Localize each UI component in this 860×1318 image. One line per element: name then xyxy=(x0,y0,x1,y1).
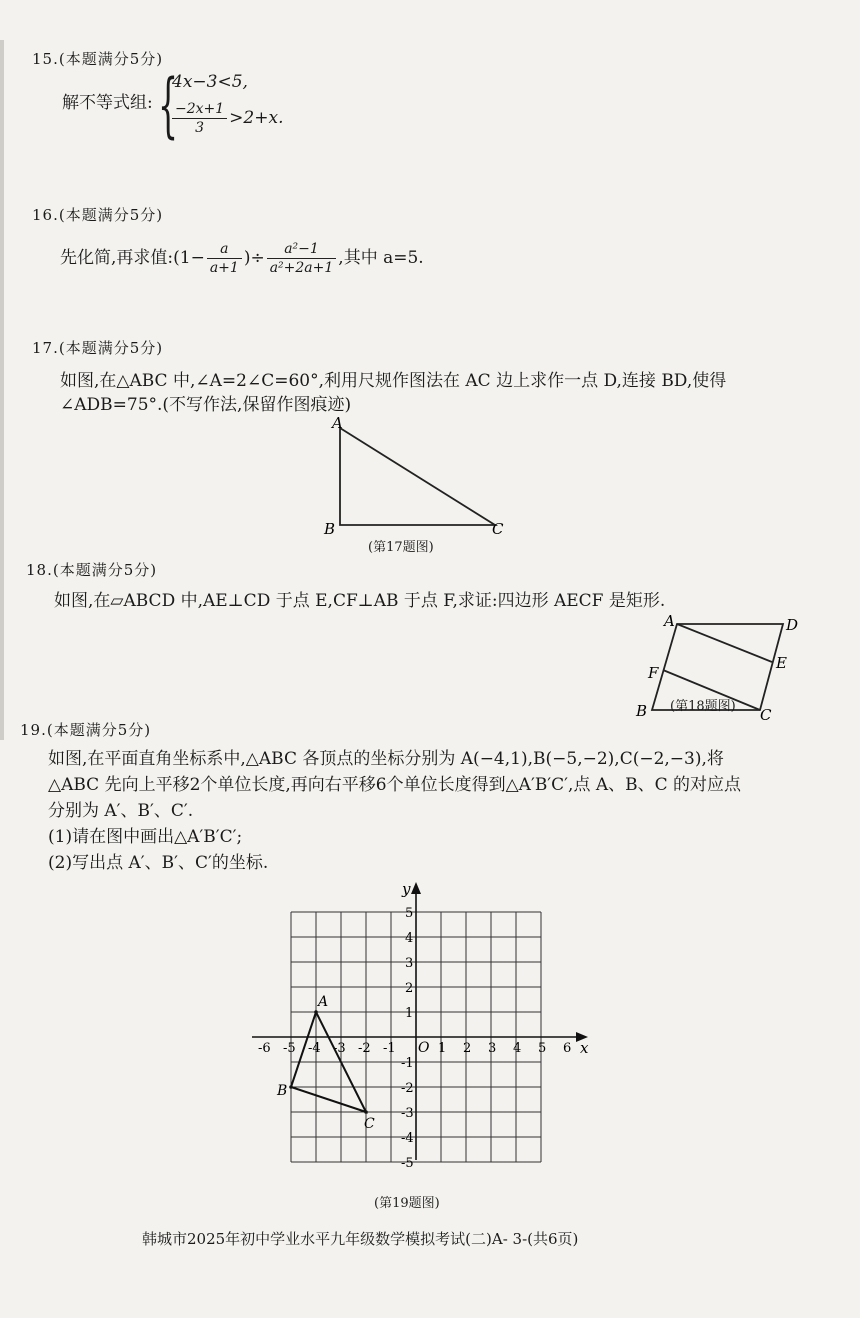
vertex-label: A xyxy=(318,994,329,1010)
q16-fraction-1-den: a+1 xyxy=(209,260,239,276)
q17-heading: 17.(本题满分5分) xyxy=(32,339,164,357)
page-edge-shadow xyxy=(0,40,4,740)
q17-line-2: ∠ADB=75°.(不写作法,保留作图痕迹) xyxy=(60,395,352,415)
q15-lead: 解不等式组: xyxy=(62,93,153,113)
q17-caption: (第17题图) xyxy=(368,540,434,555)
q15-inequality-1: 4x−3<5, xyxy=(172,72,248,92)
q18-segment-AE xyxy=(677,624,772,662)
q16-expression xyxy=(60,240,424,277)
q15-fraction xyxy=(172,100,227,137)
q16-fraction-1 xyxy=(207,240,242,277)
page-footer: 韩城市2025年初中学业水平九年级数学模拟考试(二)A- 3-(共6页) xyxy=(142,1230,579,1248)
x-axis-label: x xyxy=(580,1039,589,1057)
q16-mid: )÷ xyxy=(243,248,265,268)
vertex-point xyxy=(289,1085,293,1089)
y-axis-label: y xyxy=(402,880,411,898)
y-tick-label: 4 xyxy=(405,931,414,946)
q18-heading: 18.(本题满分5分) xyxy=(26,561,158,579)
q17-triangle xyxy=(340,428,495,525)
q18-label-E: E xyxy=(776,654,787,672)
q19-line-1: 如图,在平面直角坐标系中,△ABC 各顶点的坐标分别为 A(−4,1),B(−5,−2),C(−2,−3),将 xyxy=(48,749,724,769)
q16-fraction-2 xyxy=(267,240,337,277)
q18-line-1: 如图,在▱ABCD 中,AE⊥CD 于点 E,CF⊥AB 于点 F,求证:四边形 AECF 是矩形. xyxy=(54,591,666,611)
y-axis-arrow xyxy=(411,882,421,894)
x-tick-label: -6 xyxy=(258,1041,271,1056)
q15-inequality-2 xyxy=(170,100,283,137)
y-tick-label: -1 xyxy=(401,1056,414,1071)
vertex-label: C xyxy=(364,1116,375,1132)
q16-fraction-2-num: a²−1 xyxy=(267,240,337,259)
q17-figure xyxy=(320,414,520,544)
q18-label-C: C xyxy=(760,706,772,722)
q16-heading: 16.(本题满分5分) xyxy=(32,206,164,224)
x-tick-label: 3 xyxy=(488,1041,497,1056)
q16-tail: ,其中 a=5. xyxy=(338,248,424,268)
q15-fraction-den: 3 xyxy=(195,120,205,136)
q18-label-A: A xyxy=(664,612,675,630)
x-tick-label: 4 xyxy=(513,1041,522,1056)
q15-inequality-2-tail: >2+x. xyxy=(229,108,284,128)
q16-fraction-2-den: a²+2a+1 xyxy=(269,260,334,276)
x-tick-label: -1 xyxy=(383,1041,396,1056)
y-tick-label: -3 xyxy=(401,1106,414,1121)
q18-label-D: D xyxy=(786,616,799,634)
q19-sub-1: (1)请在图中画出△A′B′C′; xyxy=(48,827,243,847)
q19-caption: (第19题图) xyxy=(374,1196,440,1211)
q15-heading: 15.(本题满分5分) xyxy=(32,50,164,68)
vertex-point xyxy=(364,1110,368,1114)
y-tick-label: 2 xyxy=(405,981,414,996)
q15-brace: { xyxy=(158,64,179,146)
x-tick-label: 5 xyxy=(538,1041,547,1056)
q17-label-C: C xyxy=(492,520,504,538)
q18-caption: (第18题图) xyxy=(670,699,736,714)
origin-label: O xyxy=(418,1040,430,1056)
y-tick-label: -4 xyxy=(401,1131,414,1146)
q18-label-F: F xyxy=(648,664,659,682)
y-tick-label: 5 xyxy=(405,906,414,921)
x-tick-label: -3 xyxy=(333,1041,346,1056)
x-tick-label: -5 xyxy=(283,1041,296,1056)
q16-fraction-1-num: a xyxy=(207,240,242,259)
q17-line-1: 如图,在△ABC 中,∠A=2∠C=60°,利用尺规作图法在 AC 边上求作一点 D,连接 BD,使得 xyxy=(60,371,727,391)
q17-label-A: A xyxy=(332,414,343,432)
q19-coordinate-grid xyxy=(240,870,610,1200)
q18-label-B: B xyxy=(636,702,648,720)
q16-lead: 先化简,再求值:(1− xyxy=(60,248,205,268)
q19-line-2: △ABC 先向上平移2个单位长度,再向右平移6个单位长度得到△A′B′C′,点 A、B、C 的对应点 xyxy=(48,775,742,795)
vertex-label: B xyxy=(277,1083,288,1099)
x-tick-label: 2 xyxy=(463,1041,472,1056)
q19-line-3: 分别为 A′、B′、C′. xyxy=(48,801,194,821)
x-tick-label: -4 xyxy=(308,1041,321,1056)
y-tick-label: -2 xyxy=(401,1081,414,1096)
x-tick-label: -2 xyxy=(358,1041,371,1056)
q19-heading: 19.(本题满分5分) xyxy=(20,721,152,739)
x-tick-label: 6 xyxy=(563,1041,572,1056)
vertex-point xyxy=(314,1010,318,1014)
q15-fraction-num: −2x+1 xyxy=(172,100,227,119)
y-tick-label: -5 xyxy=(401,1156,414,1171)
x-tick-label: 1 xyxy=(438,1041,447,1056)
y-tick-label: 1 xyxy=(405,1006,414,1021)
q19-sub-2: (2)写出点 A′、B′、C′的坐标. xyxy=(48,853,269,873)
y-tick-label: 3 xyxy=(405,956,414,971)
q17-label-B: B xyxy=(324,520,336,538)
